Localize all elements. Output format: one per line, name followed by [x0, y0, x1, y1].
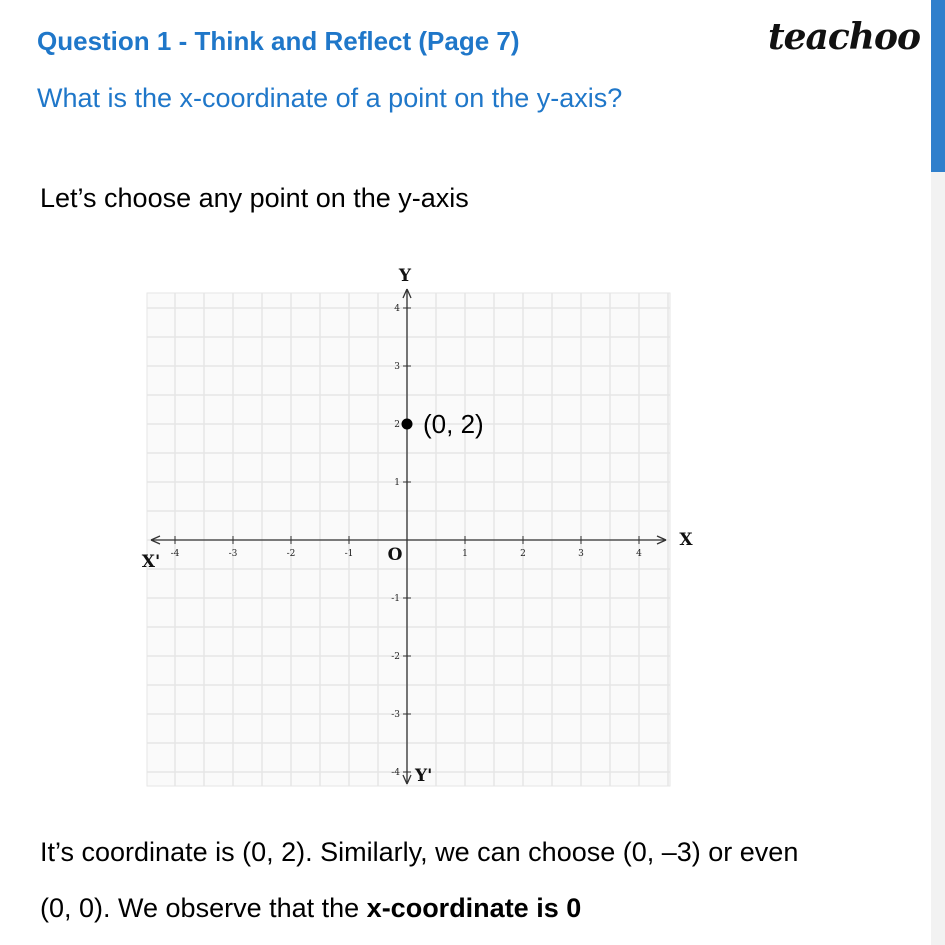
intro-text: Let’s choose any point on the y-axis	[40, 183, 469, 213]
y-axis-negative-label: Y'	[415, 766, 433, 786]
x-tick-label: -3	[228, 549, 238, 559]
y-tick-label: 3	[394, 362, 400, 372]
x-tick-label: 2	[520, 549, 526, 559]
answer-line-2	[40, 893, 581, 924]
y-tick-label: 4	[394, 304, 400, 314]
y-tick-label: 2	[394, 420, 400, 430]
brand-logo: teachoo	[768, 16, 920, 58]
question-text: What is the x-coordinate of a point on the y-axis?	[37, 83, 623, 113]
x-tick-label: -4	[170, 549, 180, 559]
data-point-label: (0, 2)	[423, 409, 484, 439]
y-tick-label: -4	[391, 768, 400, 778]
y-tick-label: 1	[394, 478, 400, 488]
y-tick-label: -3	[391, 710, 400, 720]
x-tick-label: 1	[462, 549, 468, 559]
question-title: Question 1 - Think and Reflect (Page 7)	[37, 26, 520, 56]
data-point	[402, 419, 413, 430]
x-tick-label: -1	[344, 549, 354, 559]
answer-line-1: It’s coordinate is (0, 2). Similarly, we can choose (0, –3) or even	[40, 837, 799, 867]
x-tick-label: 3	[578, 549, 584, 559]
y-tick-label: -2	[391, 652, 400, 662]
answer-line-2-text: (0, 0). We observe that the	[40, 893, 367, 923]
y-axis-label: Y	[398, 266, 412, 286]
origin-label: O	[387, 545, 403, 565]
x-axis-negative-label: X'	[141, 552, 161, 572]
y-tick-label: -1	[391, 594, 400, 604]
x-tick-label: -2	[286, 549, 296, 559]
scrollbar-thumb[interactable]	[931, 0, 945, 172]
coordinate-graph	[120, 262, 700, 802]
x-axis-label: X	[679, 530, 693, 550]
answer-conclusion: x-coordinate is 0	[366, 893, 582, 923]
x-tick-label: 4	[636, 549, 642, 559]
